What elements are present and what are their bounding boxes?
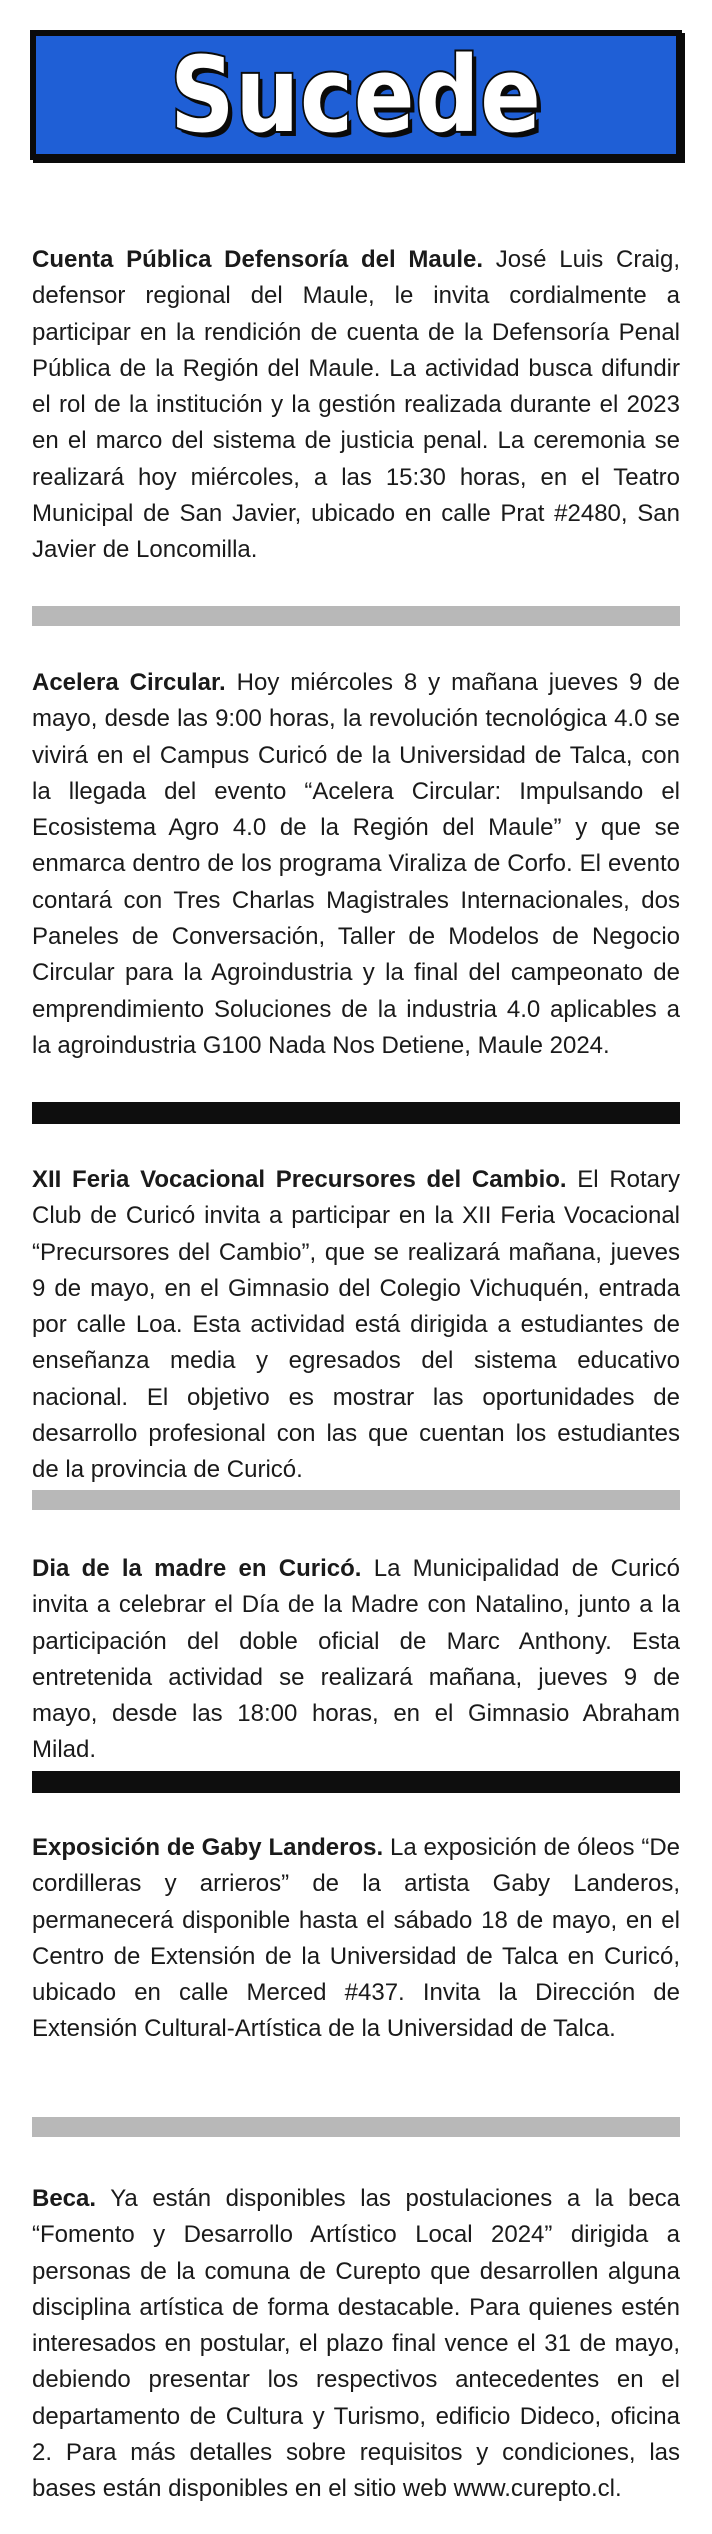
news-item-body: El Rotary Club de Curicó invita a participar en la XII Feria Vocacional “Precursores del Cambio”, que se realizará mañana, jueves 9 de mayo, en el Gimnasio del Colegio Vichuquén, entrada por calle Loa. Esta actividad está dirigida a estudiantes de enseñanza media y egresados del sistema educativo nacional. El objetivo es mostrar las oportunidades de desarrollo profesional con las que cuentan los estudiantes de la provincia de Curicó.: [32, 1166, 681, 1484]
section-header-banner: [30, 30, 682, 160]
news-item-title: XII Feria Vocacional Precursores del Cambio.: [32, 1166, 567, 1193]
section-title: Sucede: [170, 34, 542, 156]
news-item-body: Ya están disponibles las postulaciones a la beca “Fomento y Desarrollo Artístico Local 2024” dirigida a personas de la comuna de Curepto que desarrollen alguna disciplina artística de forma destacable. Para quienes estén interesados en postular, el plazo final vence el 31 de mayo, debiendo presentar los respectivos antecedentes en el departamento de Cultura y Turismo, edificio Dideco, oficina 2. Para más detalles sobre requisitos y condiciones, las bases están disponibles en el sitio web www.curepto.cl.: [32, 2185, 681, 2503]
news-item-title: Exposición de Gaby Landeros.: [32, 1834, 384, 1861]
divider: [32, 1771, 680, 1793]
news-item-title: Beca.: [32, 2185, 97, 2212]
news-item-title: Dia de la madre en Curicó.: [32, 1555, 362, 1582]
divider: [32, 1490, 680, 1510]
news-item-acelera-circular: [32, 665, 680, 1064]
divider: [32, 606, 680, 626]
divider: [32, 2117, 680, 2137]
news-item-body: La exposición de óleos “De cordilleras y arrieros” de la artista Gaby Landeros, permanecerá disponible hasta el sábado 18 de mayo, en el Centro de Extensión de la Universidad de Talca en Curicó, ubicado en calle Merced #437. Invita la Dirección de Extensión Cultural-Artística de la Universidad de Talca.: [32, 1834, 681, 2043]
news-item-dia-de-la-madre: [32, 1551, 680, 1769]
news-item-cuenta-publica: [32, 242, 680, 569]
news-item-beca: [32, 2181, 680, 2508]
news-item-title: Acelera Circular.: [32, 669, 226, 696]
news-item-body: José Luis Craig, defensor regional del Maule, le invita cordialmente a participar en la rendición de cuenta de la Defensoría Penal Pública de la Región del Maule. La actividad busca difundir el rol de la institución y la gestión realizada durante el 2023 en el marco del sistema de justicia penal. La ceremonia se realizará hoy miércoles, a las 15:30 horas, en el Teatro Municipal de San Javier, ubicado en calle Prat #2480, San Javier de Loncomilla.: [32, 246, 681, 564]
news-item-feria-vocacional: [32, 1162, 680, 1489]
news-item-body: Hoy miércoles 8 y mañana jueves 9 de mayo, desde las 9:00 horas, la revolución tecnológica 4.0 se vivirá en el Campus Curicó de la Universidad de Talca, con la llegada del evento “Acelera Circular: Impulsando el Ecosistema Agro 4.0 de la Región del Maule” y que se enmarca dentro de los programa Viraliza de Corfo. El evento contará con Tres Charlas Magistrales Internacionales, dos Paneles de Conversación, Taller de Modelos de Negocio Circular para la Agroindustria y la final del campeonato de emprendimiento Soluciones de la industria 4.0 aplicables a la agroindustria G100 Nada Nos Detiene, Maule 2024.: [32, 669, 681, 1059]
news-item-body: La Municipalidad de Curicó invita a celebrar el Día de la Madre con Natalino, junto a la participación del doble oficial de Marc Anthony. Esta entretenida actividad se realizará mañana, jueves 9 de mayo, desde las 18:00 horas, en el Gimnasio Abraham Milad.: [32, 1555, 681, 1764]
news-item-title: Cuenta Pública Defensoría del Maule.: [32, 246, 484, 273]
divider: [32, 1102, 680, 1124]
news-item-exposicion-gaby-landeros: [32, 1830, 680, 2048]
